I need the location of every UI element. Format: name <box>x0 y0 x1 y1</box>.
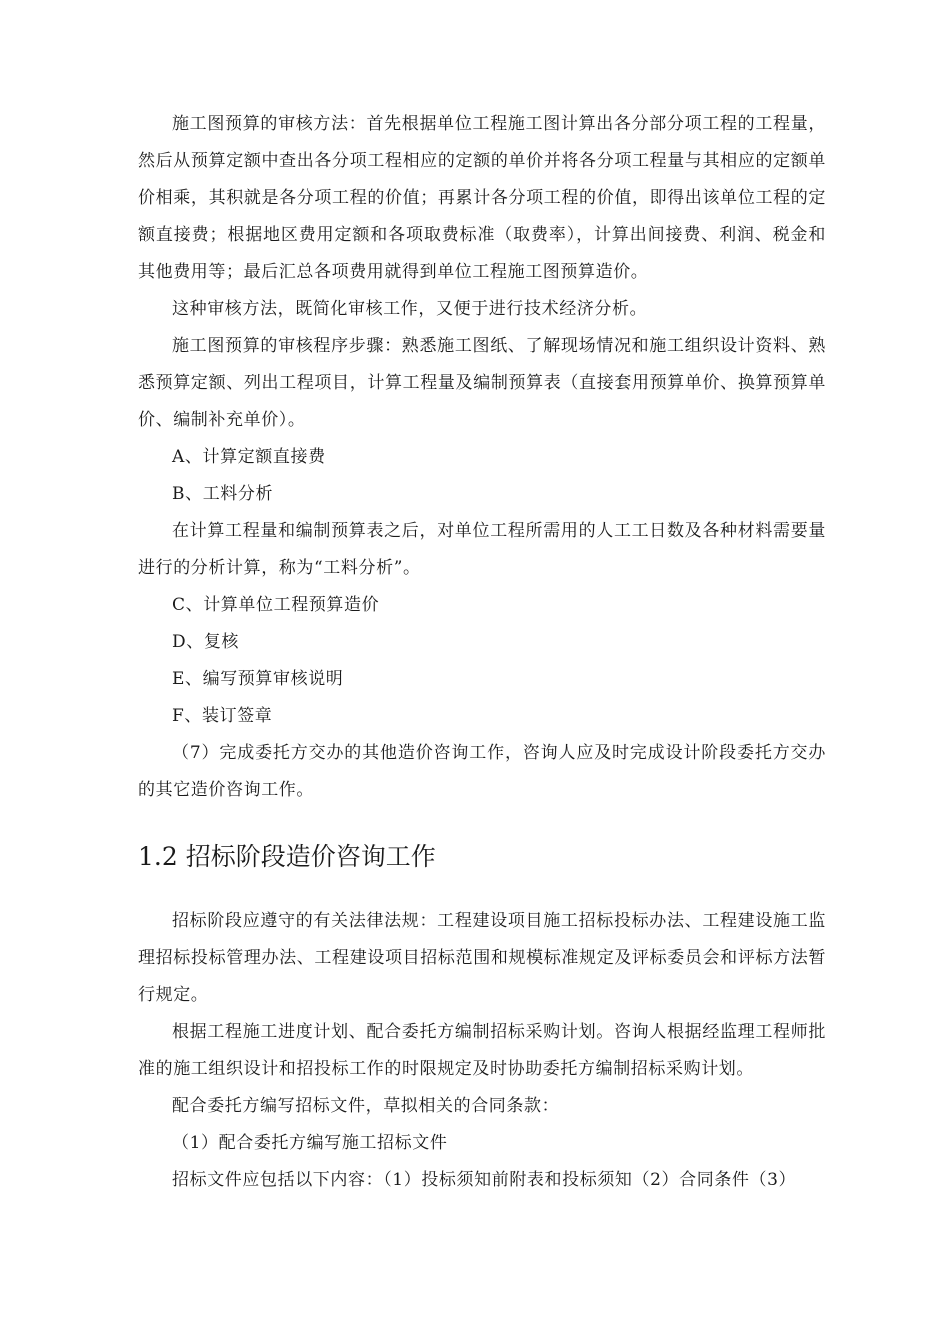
paragraph-tender-contents: 招标文件应包括以下内容：（1）投标须知前附表和投标须知（2）合同条件（3） <box>172 1170 797 1190</box>
paragraph-review-steps: 施工图预算的审核程序步骤：熟悉施工图纸、了解现场情况和施工组织设计资料、熟悉预算定额、列出工程项目，计算工程量及编制预算表（直接套用预算单价、换算预算单价、编制补充单价）。 <box>138 336 826 430</box>
paragraph-item-7: （7）完成委托方交办的其他造价咨询工作，咨询人应及时完成设计阶段委托方交办的其它造价咨询工作。 <box>138 743 826 800</box>
list-item-a: A、计算定额直接费 <box>172 447 326 467</box>
list-item-f: F、装订签章 <box>172 706 273 726</box>
list-item-b: B、工料分析 <box>172 484 274 504</box>
list-item-e: E、编写预算审核说明 <box>172 669 344 689</box>
list-item-1: （1）配合委托方编写施工招标文件 <box>172 1133 448 1153</box>
paragraph-laws: 招标阶段应遵守的有关法律法规：工程建设项目施工招标投标办法、工程建设施工监理招标投标管理办法、工程建设项目招标范围和规模标准规定及评标委员会和评标方法暂行规定。 <box>138 911 826 1005</box>
paragraph-material-analysis: 在计算工程量和编制预算表之后，对单位工程所需用的人工工日数及各种材料需要量进行的分析计算，称为“工料分析”。 <box>138 521 826 578</box>
section-heading: 1.2 招标阶段造价咨询工作 <box>138 842 436 871</box>
paragraph-procurement-plan: 根据工程施工进度计划、配合委托方编制招标采购计划。咨询人根据经监理工程师批准的施工组织设计和招投标工作的时限规定及时协助委托方编制招标采购计划。 <box>138 1022 826 1079</box>
list-item-d: D、复核 <box>172 632 240 652</box>
document-body <box>138 106 826 1199</box>
paragraph-review-method: 施工图预算的审核方法：首先根据单位工程施工图计算出各分部分项工程的工程量，然后从预算定额中查出各分项工程相应的定额的单价并将各分项工程量与其相应的定额单价相乘，其积就是各分项工程的价值；再累计各分项工程的价值，即得出该单位工程的定额直接费；根据地区费用定额和各项取费标准（取费率），计算出间接费、利润、税金和其他费用等；最后汇总各项费用就得到单位工程施工图预算造价。 <box>138 114 826 282</box>
paragraph-review-benefit: 这种审核方法，既简化审核工作，又便于进行技术经济分析。 <box>172 299 648 319</box>
list-item-c: C、计算单位工程预算造价 <box>172 595 380 615</box>
paragraph-tender-docs: 配合委托方编写招标文件，草拟相关的合同条款： <box>172 1096 560 1116</box>
